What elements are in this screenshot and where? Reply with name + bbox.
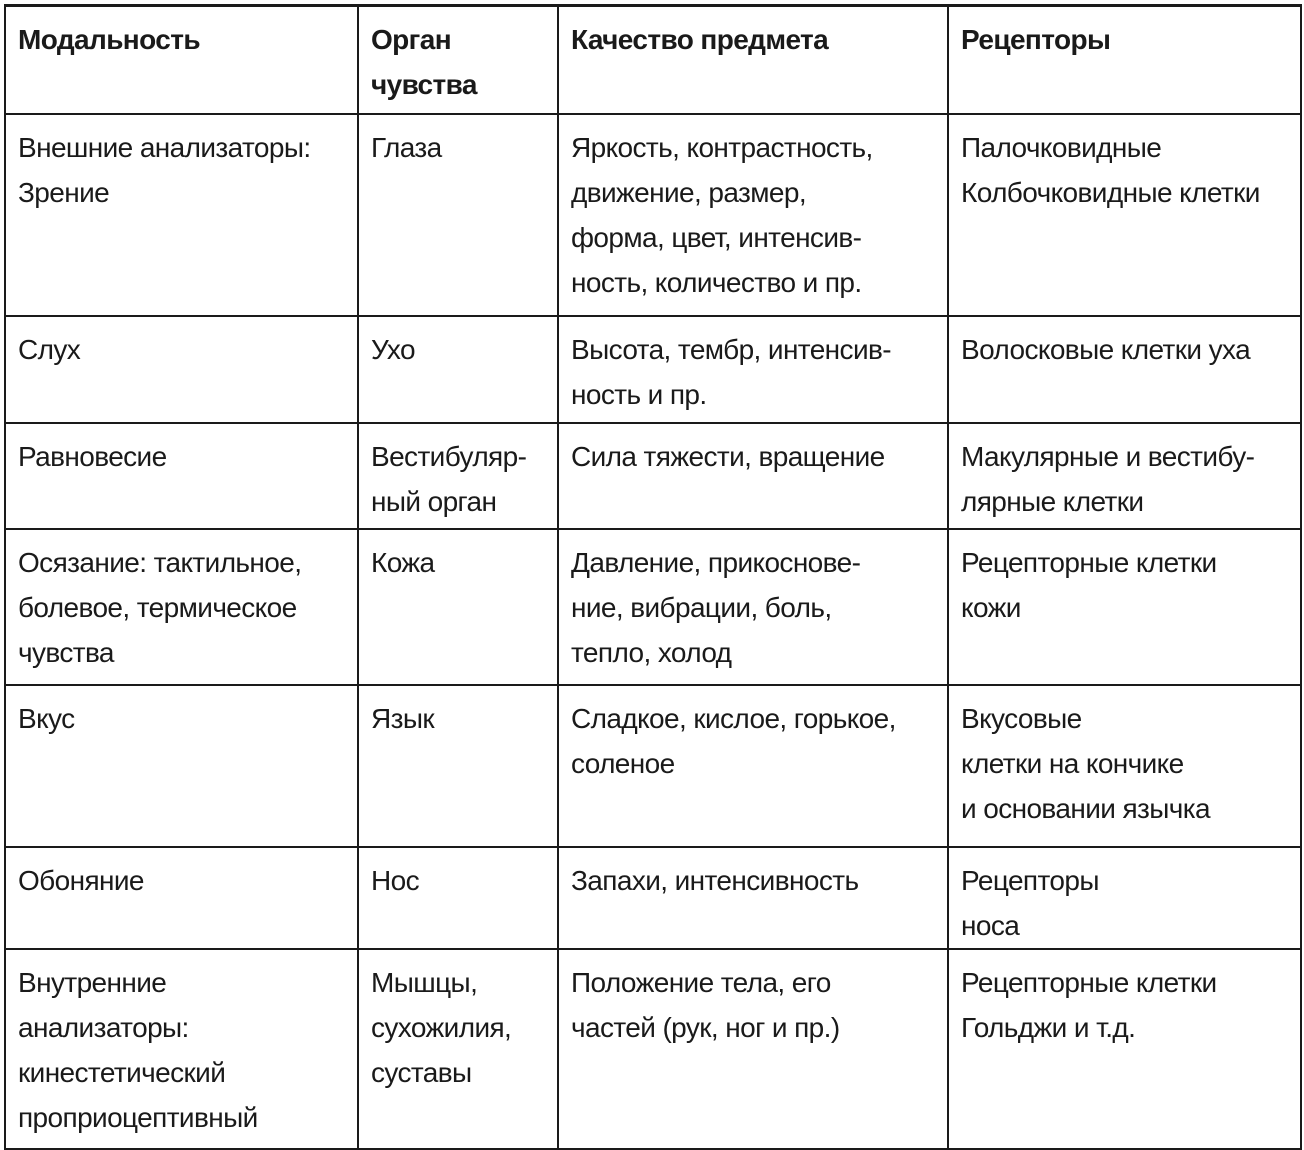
cell-text-line: Орган [371, 24, 452, 55]
cell-text-line: Давление, прикоснове- [571, 546, 861, 578]
cell-text-line: анализаторы: [18, 1011, 189, 1043]
cell-text-line: сухожилия, [371, 1011, 512, 1043]
cell-text-line: ность и пр. [571, 378, 707, 410]
cell-sense-organ [358, 949, 558, 1149]
cell-text-line: Сила тяжести, вращение [571, 440, 885, 472]
cell-text-line: лярные клетки [961, 485, 1144, 517]
cell-text-line: форма, цвет, интенсив- [571, 221, 862, 253]
cell-text-line: Палочковидные [961, 131, 1162, 163]
cell-text-line: Вкусовые [961, 702, 1082, 734]
cell-text-line: Внешние анализаторы: [18, 131, 311, 163]
cell-text-line: тепло, холод [571, 636, 732, 668]
cell-text-line: Гольджи и т.д. [961, 1011, 1136, 1043]
cell-text-line: Вестибуляр- [371, 440, 527, 472]
cell-receptors [948, 423, 1301, 529]
cell-receptors [948, 529, 1301, 685]
cell-text-line: Рецепторные клетки [961, 966, 1217, 998]
cell-modality [5, 685, 358, 847]
cell-text-line: Макулярные и вестибу- [961, 440, 1255, 472]
cell-text-line: ность, количество и пр. [571, 266, 862, 298]
cell-text-line: Нос [371, 864, 419, 896]
cell-text-line: Язык [371, 702, 435, 734]
cell-text-line: ный орган [371, 485, 497, 517]
cell-object-quality [558, 529, 948, 685]
cell-text-line: суставы [371, 1056, 472, 1088]
cell-sense-organ [358, 685, 558, 847]
cell-text-line: Вкус [18, 702, 75, 734]
cell-receptors [948, 685, 1301, 847]
cell-text-line: Зрение [18, 176, 110, 208]
cell-text-line: кожи [961, 591, 1021, 623]
cell-object-quality [558, 685, 948, 847]
column-header-modality [5, 6, 358, 114]
cell-text-line: Рецепторы [961, 24, 1111, 55]
cell-text-line: Запахи, интенсивность [571, 864, 859, 896]
cell-text-line: Равновесие [18, 440, 167, 472]
cell-sense-organ [358, 423, 558, 529]
cell-text-line: Модальность [18, 24, 200, 55]
cell-text-line: болевое, термическое [18, 591, 297, 623]
table-row [5, 847, 1301, 949]
sense-modality-table [4, 4, 1302, 1150]
cell-text-line: Осязание: тактильное, [18, 546, 302, 578]
column-header-sense-organ [358, 6, 558, 114]
cell-text-line: Положение тела, его [571, 966, 831, 998]
cell-text-line: движение, размер, [571, 176, 807, 208]
cell-text-line: частей (рук, ног и пр.) [571, 1011, 840, 1043]
cell-receptors [948, 316, 1301, 423]
cell-receptors [948, 949, 1301, 1149]
cell-text-line: Кожа [371, 546, 435, 578]
header-row [5, 6, 1301, 114]
cell-object-quality [558, 423, 948, 529]
cell-object-quality [558, 114, 948, 316]
cell-modality [5, 949, 358, 1149]
cell-modality [5, 847, 358, 949]
cell-text-line: Рецепторные клетки [961, 546, 1217, 578]
table-row [5, 529, 1301, 685]
cell-object-quality [558, 847, 948, 949]
cell-modality [5, 316, 358, 423]
table-row [5, 685, 1301, 847]
cell-text-line: соленое [571, 747, 675, 779]
table-row [5, 423, 1301, 529]
cell-text-line: Мышцы, [371, 966, 478, 998]
cell-sense-organ [358, 529, 558, 685]
cell-text-line: Яркость, контрастность, [571, 131, 873, 163]
cell-text-line: ние, вибрации, боль, [571, 591, 832, 623]
cell-text-line: носа [961, 909, 1020, 941]
table-row [5, 949, 1301, 1149]
cell-modality [5, 114, 358, 316]
column-header-receptors [948, 6, 1301, 114]
cell-text-line: Волосковые клетки уха [961, 333, 1251, 365]
cell-receptors [948, 847, 1301, 949]
cell-text-line: Ухо [371, 333, 415, 365]
cell-text-line: Высота, тембр, интенсив- [571, 333, 891, 365]
cell-text-line: проприоцептивный [18, 1101, 258, 1133]
table-row [5, 316, 1301, 423]
column-header-object-quality [558, 6, 948, 114]
cell-modality [5, 423, 358, 529]
cell-sense-organ [358, 316, 558, 423]
cell-object-quality [558, 316, 948, 423]
cell-text-line: чувства [371, 69, 477, 100]
cell-text-line: Сладкое, кислое, горькое, [571, 702, 896, 734]
cell-text-line: и основании язычка [961, 792, 1211, 824]
cell-sense-organ [358, 114, 558, 316]
cell-text-line: Рецепторы [961, 864, 1099, 896]
cell-text-line: Колбочковидные клетки [961, 176, 1260, 208]
cell-object-quality [558, 949, 948, 1149]
cell-receptors [948, 114, 1301, 316]
table-row [5, 114, 1301, 316]
cell-text-line: клетки на кончике [961, 747, 1184, 779]
cell-text-line: чувства [18, 636, 114, 668]
cell-sense-organ [358, 847, 558, 949]
cell-text-line: Внутренние [18, 966, 167, 998]
cell-text-line: Качество предмета [571, 24, 829, 55]
cell-modality [5, 529, 358, 685]
cell-text-line: Обоняние [18, 864, 144, 896]
cell-text-line: Глаза [371, 131, 442, 163]
cell-text-line: Слух [18, 333, 81, 365]
cell-text-line: кинестетический [18, 1056, 226, 1088]
